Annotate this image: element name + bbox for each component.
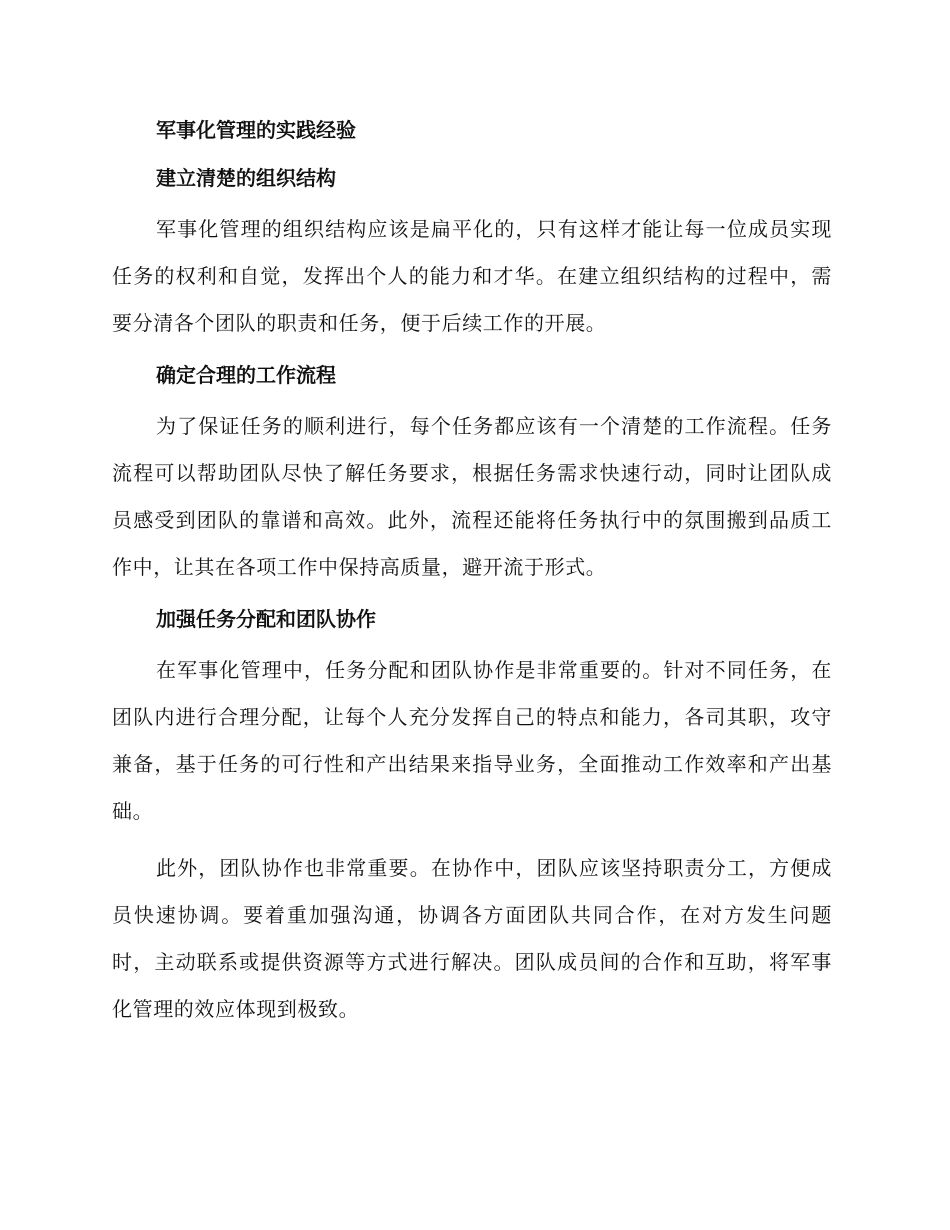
paragraph-team-collaboration: 此外，团队协作也非常重要。在协作中，团队应该坚持职责分工，方便成员快速协调。要着重加强沟通，协调各方面团队共同合作，在对方发生问题时，主动联系或提供资源等方式进行解决。团队成员间的合作和互助，将军事化管理的效应体现到极致。 (112, 856, 832, 1021)
paragraph-task-allocation: 在军事化管理中，任务分配和团队协作是非常重要的。针对不同任务，在团队内进行合理分配，让每个人充分发挥自己的特点和能力，各司其职，攻守兼备，基于任务的可行性和产出结果来指导业务，全面推动工作效率和产出基础。 (112, 658, 832, 823)
section-heading-workflow: 确定合理的工作流程 (156, 363, 336, 387)
paragraph-workflow: 为了保证任务的顺利进行，每个任务都应该有一个清楚的工作流程。任务流程可以帮助团队尽快了解任务要求，根据任务需求快速行动，同时让团队成员感受到团队的靠谱和高效。此外，流程还能将任务执行中的氛围搬到品质工作中，让其在各项工作中保持高质量，避开流于形式。 (112, 414, 832, 579)
section-heading-collaboration: 加强任务分配和团队协作 (156, 607, 376, 631)
section-heading-organization: 建立清楚的组织结构 (156, 166, 336, 190)
document-title: 军事化管理的实践经验 (156, 118, 356, 142)
paragraph-organization: 军事化管理的组织结构应该是扁平化的，只有这样才能让每一位成员实现任务的权利和自觉，发挥出个人的能力和才华。在建立组织结构的过程中，需要分清各个团队的职责和任务，便于后续工作的开展。 (112, 217, 832, 335)
document-page (112, 108, 832, 1033)
